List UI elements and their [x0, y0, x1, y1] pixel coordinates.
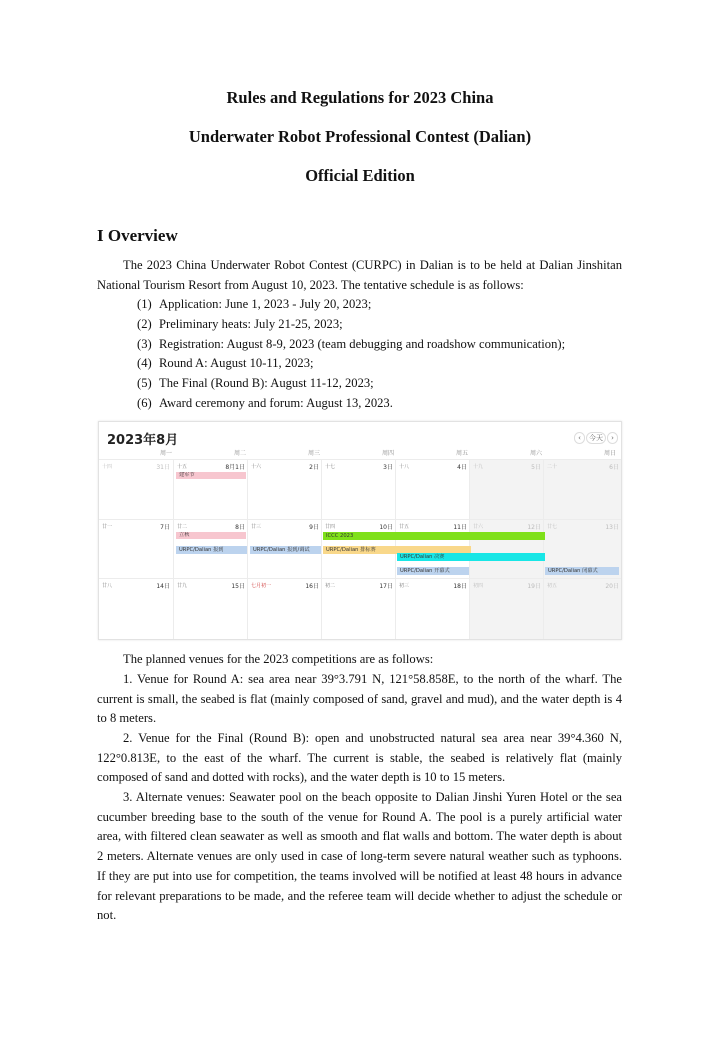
day-number: 4日	[457, 464, 467, 471]
day-number: 11日	[453, 524, 467, 531]
calendar-day[interactable]	[99, 460, 173, 520]
event-iccc[interactable]: ICCC 2023	[323, 532, 545, 540]
lunar-date: 十四	[102, 464, 113, 470]
lunar-date: 廿八	[102, 583, 113, 589]
day-number: 13日	[605, 524, 619, 531]
day-number: 16日	[305, 583, 319, 590]
lunar-date: 廿三	[251, 524, 262, 530]
venue-1-paragraph: 1. Venue for Round A: sea area near 39°3.791 N, 121°58.858E, to the north of the wharf. The current is small, the seabed is flat (mainly composed of sand, gravel and mud), and the water depth is 4 to 8 meters.	[97, 672, 622, 726]
day-number: 6日	[609, 464, 619, 471]
weekday-header: 周五	[455, 450, 468, 457]
day-number: 9日	[309, 524, 319, 531]
calendar-day[interactable]	[173, 460, 248, 520]
lunar-date: 初三	[399, 583, 410, 589]
schedule-num: (3)	[137, 337, 152, 351]
day-number: 5日	[531, 464, 541, 471]
schedule-text: Award ceremony and forum: August 13, 2023.	[159, 396, 393, 410]
calendar-day[interactable]	[543, 460, 622, 520]
weekday-header: 周四	[381, 450, 394, 457]
schedule-text: Preliminary heats: July 21-25, 2023;	[159, 317, 343, 331]
lunar-date: 初二	[325, 583, 336, 589]
calendar-day[interactable]	[247, 460, 322, 520]
day-number: 17日	[379, 583, 393, 590]
event-liqiu[interactable]: 立秋	[176, 532, 246, 539]
lunar-date: 廿五	[399, 524, 410, 530]
schedule-item	[137, 335, 565, 355]
calendar-day[interactable]	[173, 579, 248, 640]
schedule-text: The Final (Round B): August 11-12, 2023;	[159, 376, 374, 390]
lunar-date: 初五	[547, 583, 558, 589]
lunar-date: 廿七	[547, 524, 558, 530]
lunar-date: 十六	[251, 464, 262, 470]
calendar-day[interactable]	[395, 579, 470, 640]
lunar-date: 十七	[325, 464, 336, 470]
calendar-day[interactable]	[321, 460, 396, 520]
schedule-item	[137, 374, 374, 394]
doc-title-line2: Underwater Robot Professional Contest (Dalian)	[188, 127, 532, 146]
schedule-item	[137, 315, 343, 335]
day-number: 18日	[453, 583, 467, 590]
calendar-day[interactable]	[469, 579, 544, 640]
event-baodao-tiaoshi[interactable]: URPC/Dalian 报到/调试	[250, 546, 321, 554]
weekday-header: 周日	[603, 450, 616, 457]
lunar-date: 廿六	[473, 524, 484, 530]
day-number: 19日	[527, 583, 541, 590]
calendar-day[interactable]	[321, 579, 396, 640]
lunar-date: 初四	[473, 583, 484, 589]
schedule-item	[137, 295, 371, 315]
doc-title-line1: Rules and Regulations for 2023 China	[226, 88, 494, 107]
event-jinbiao[interactable]: URPC/Dalian 排标赛	[323, 546, 471, 554]
lunar-date: 七月初一	[251, 583, 272, 589]
day-number: 14日	[156, 583, 170, 590]
lunar-date: 十九	[473, 464, 484, 470]
calendar-title: 2023年8月	[107, 433, 179, 448]
calendar-image	[98, 421, 622, 640]
schedule-item	[137, 354, 314, 374]
calendar-day[interactable]	[247, 579, 322, 640]
lunar-date: 廿二	[177, 524, 188, 530]
weekday-header: 周一	[159, 450, 172, 457]
calendar-week	[99, 578, 621, 640]
day-number: 3日	[383, 464, 393, 471]
day-number: 15日	[231, 583, 245, 590]
chevron-left-icon[interactable]: ‹	[574, 432, 585, 444]
chevron-right-icon[interactable]: ›	[607, 432, 618, 444]
venues-intro: The planned venues for the 2023 competitions are as follows:	[123, 652, 434, 666]
weekday-header: 周六	[529, 450, 542, 457]
event-bimu[interactable]: URPC/Dalian 闭幕式	[545, 567, 619, 575]
day-number: 7日	[160, 524, 170, 531]
calendar-day[interactable]	[99, 579, 173, 640]
schedule-item	[137, 394, 393, 414]
day-number: 2日	[309, 464, 319, 471]
lunar-date: 十八	[399, 464, 410, 470]
calendar-day[interactable]	[99, 520, 173, 579]
lunar-date: 廿一	[102, 524, 113, 530]
schedule-num: (1)	[137, 297, 152, 311]
day-number: 8月1日	[225, 464, 245, 471]
day-number: 31日	[156, 464, 170, 471]
venue-2-paragraph: 2. Venue for the Final (Round B): open and unobstructed natural sea area near 39°4.360 N, 122°0.813E, to the east of the wharf. The current is stable, the seabed is relatively flat (mainly composed of sand and dotted with rocks), and the water depth is 10 to 15 meters.	[97, 731, 622, 785]
schedule-text: Application: June 1, 2023 - July 20, 2023;	[159, 297, 372, 311]
event-juesai[interactable]: URPC/Dalian 决赛	[397, 553, 545, 561]
weekday-header: 周三	[307, 450, 320, 457]
calendar-day[interactable]	[469, 520, 544, 579]
today-button[interactable]: 今天	[586, 432, 606, 444]
lunar-date: 十五	[177, 464, 188, 470]
calendar-week	[99, 459, 621, 520]
lunar-date: 二十	[547, 464, 558, 470]
calendar-day[interactable]	[395, 460, 470, 520]
event-kaimu[interactable]: URPC/Dalian 开幕式	[397, 567, 469, 575]
day-number: 12日	[527, 524, 541, 531]
day-number: 20日	[605, 583, 619, 590]
calendar-day[interactable]	[469, 460, 544, 520]
day-number: 8日	[235, 524, 245, 531]
venue-3-paragraph: 3. Alternate venues: Seawater pool on the beach opposite to Dalian Jinshi Yuren Hotel or the sea cucumber breeding base to the south of the venue for Round A. The pool is a purely artificial water area, with filtered clean seawater as well as smooth and flat walls and bottom. The water depth is about 2 meters. Alternate venues are only used in case of long-term severe natural weather such as typhoons. If they are put into use for competition, the teams involved will be notified at least 48 hours in advance for relevant preparations to be made, and the referee team will decide whether to adjust the schedule or not.	[97, 790, 622, 923]
lunar-date: 廿九	[177, 583, 188, 589]
schedule-num: (2)	[137, 317, 152, 331]
intro-paragraph: The 2023 China Underwater Robot Contest (CURPC) in Dalian is to be held at Dalian Jinshitan National Tourism Resort from August 10, 2023. The tentative schedule is as follows:	[97, 258, 622, 292]
schedule-text: Round A: August 10-11, 2023;	[159, 356, 314, 370]
schedule-num: (5)	[137, 376, 152, 390]
doc-title-line3: Official Edition	[305, 166, 415, 185]
day-number: 10日	[379, 524, 393, 531]
weekday-header: 周二	[233, 450, 246, 457]
schedule-num: (4)	[137, 356, 152, 370]
schedule-text: Registration: August 8-9, 2023 (team debugging and roadshow communication);	[159, 337, 566, 351]
schedule-num: (6)	[137, 396, 152, 410]
calendar-day[interactable]	[543, 579, 622, 640]
event-jianjun[interactable]: 建军节	[176, 472, 246, 479]
section-heading: I Overview	[97, 226, 178, 245]
event-baodao[interactable]: URPC/Dalian 报到	[176, 546, 247, 554]
lunar-date: 廿四	[325, 524, 336, 530]
